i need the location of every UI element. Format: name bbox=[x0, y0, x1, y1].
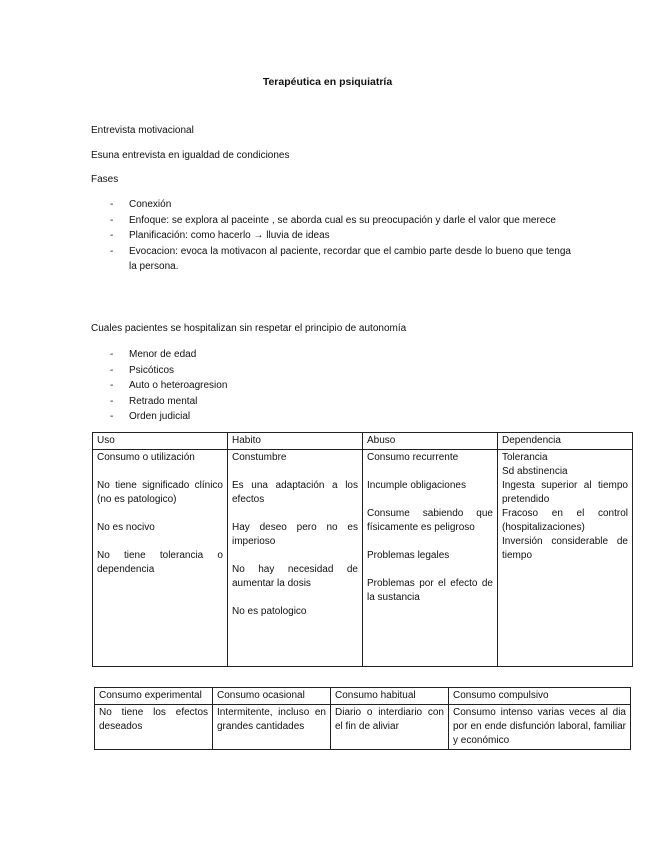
section-heading-hospitalizacion: Cuales pacientes se hospitalizan sin respetar el principio de autonomía bbox=[91, 323, 407, 334]
table-header-cell: Uso bbox=[93, 433, 228, 450]
cell-text: Hay deseo pero no es imperioso bbox=[232, 522, 358, 547]
list-item: - Enfoque: se explora al paceinte , se aborda cual es su preocupación y darle el valor que merece bbox=[110, 214, 556, 226]
consumption-stages-table bbox=[92, 432, 633, 667]
table-header-cell: Consumo ocasional bbox=[213, 688, 331, 705]
cell-text: Ingesta superior al tiempo pretendido bbox=[502, 480, 628, 505]
cell-text: No hay necesidad de aumentar la dosis bbox=[232, 564, 358, 589]
cell-text: Problemas legales bbox=[367, 550, 450, 561]
table-cell: Intermitente, incluso en grandes cantidades bbox=[213, 705, 331, 750]
item-text: Auto o heteroagresion bbox=[129, 380, 228, 391]
cell-text: No es nocivo bbox=[97, 522, 155, 533]
fases-label: Fases bbox=[91, 174, 119, 185]
list-item: - Retrado mental bbox=[110, 395, 198, 407]
item-text: Retrado mental bbox=[129, 395, 198, 407]
table-header-row bbox=[95, 688, 631, 705]
table-header-cell: Consumo habitual bbox=[331, 688, 449, 705]
definition-text: Esuna entrevista en igualdad de condiciones bbox=[91, 150, 290, 161]
table-row bbox=[95, 705, 631, 750]
cell-text: Fracoso en el control (hospitalizaciones) bbox=[502, 508, 628, 533]
cell-text: Consume sabiendo que físicamente es peligroso bbox=[367, 508, 493, 533]
cell-text: Sd abstinencia bbox=[502, 466, 568, 477]
cell-text: Es una adaptación a los efectos bbox=[232, 480, 358, 505]
cell-text: Tolerancia bbox=[502, 452, 548, 463]
fase-text: Evocacion: evoca la motivacon al paciente, recordar que el cambio parte desde lo bueno que tenga la persona. bbox=[129, 245, 571, 272]
list-item: - Menor de edad bbox=[110, 349, 197, 360]
cell-text: No tiene significado clínico (no es patologico) bbox=[97, 480, 223, 505]
cell-text: No es patologico bbox=[232, 606, 307, 617]
table-cell: Consumo intenso varias veces al dia por en ende disfunción laboral, familiar y económico bbox=[449, 705, 631, 750]
table-header-cell: Consumo experimental bbox=[95, 688, 213, 705]
item-text: Psicóticos bbox=[129, 364, 175, 376]
cell-text: Inversión considerable de tiempo bbox=[502, 536, 628, 561]
fase-text: Planificación: como hacerlo → lluvia de ideas bbox=[129, 230, 330, 241]
table-header-cell: Abuso bbox=[363, 433, 498, 450]
hospitalizacion-list bbox=[91, 347, 571, 425]
cell-text: Problemas por el efecto de la sustancia bbox=[367, 578, 493, 603]
habito-cell bbox=[228, 450, 363, 667]
section-heading-entrevista: Entrevista motivacional bbox=[91, 125, 194, 136]
abuso-cell bbox=[363, 450, 498, 667]
table-header-row bbox=[93, 433, 633, 450]
dependencia-cell bbox=[498, 450, 633, 667]
cell-text: No tiene tolerancia o dependencia bbox=[97, 550, 223, 575]
table-cell: No tiene los efectos deseados bbox=[95, 705, 213, 750]
item-text: Menor de edad bbox=[129, 349, 197, 360]
table-header-cell: Consumo compulsivo bbox=[449, 688, 631, 705]
list-item: - Evocacion: evoca la motivacon al paciente, recordar que el cambio parte desde lo bueno que tenga la persona. bbox=[110, 245, 571, 272]
item-text: Orden judicial bbox=[129, 411, 191, 422]
cell-text: Consumo o utilización bbox=[97, 452, 195, 463]
page-title: Terapéutica en psiquiatría bbox=[262, 76, 393, 88]
cell-text: Consumo recurrente bbox=[367, 452, 459, 463]
cell-text: Constumbre bbox=[232, 452, 287, 463]
uso-cell bbox=[93, 450, 228, 667]
cell-text: Incumple obligaciones bbox=[367, 480, 466, 491]
table-row bbox=[93, 450, 633, 667]
table-cell: Diario o interdiario con el fin de aliviar bbox=[331, 705, 449, 750]
list-item: - Psicóticos bbox=[110, 364, 175, 376]
fases-list bbox=[91, 197, 571, 275]
fase-text: Enfoque: se explora al paceinte , se aborda cual es su preocupación y darle el valor que merece bbox=[129, 214, 556, 226]
list-item: - Auto o heteroagresion bbox=[110, 380, 228, 391]
list-item: - Planificación: como hacerlo → lluvia de ideas bbox=[110, 230, 330, 241]
table-header-cell: Habito bbox=[228, 433, 363, 450]
list-item: - Conexión bbox=[110, 199, 172, 210]
list-item: - Orden judicial bbox=[110, 411, 191, 422]
fase-text: Conexión bbox=[129, 199, 172, 210]
table-header-cell: Dependencia bbox=[498, 433, 633, 450]
consumption-types-table bbox=[94, 687, 631, 750]
